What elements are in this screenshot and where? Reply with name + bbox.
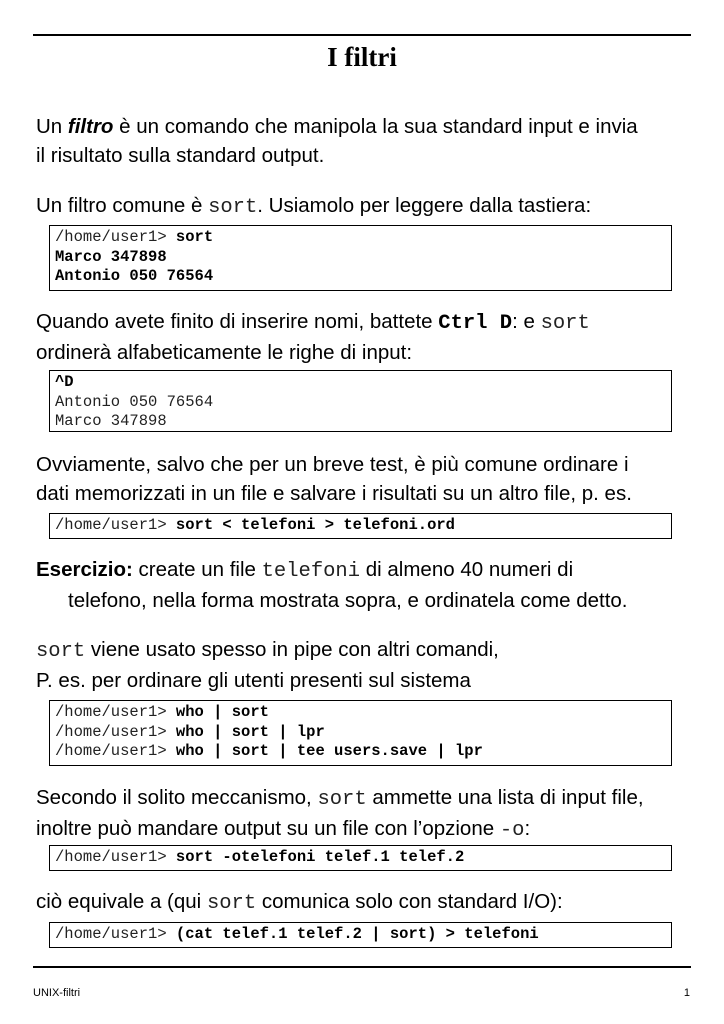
intro-paragraph: Un filtro è un comando che manipola la sua standard input e invia il risultato sulla standard output. xyxy=(36,115,638,167)
filter-term: filtro xyxy=(67,115,114,138)
top-rule xyxy=(33,34,691,36)
exercise-label: Esercizio: xyxy=(36,558,133,581)
exercise-paragraph: Esercizio: create un file telefoni di almeno 40 numeri di telefono, nella forma mostrata sopra, e ordinatela come detto. xyxy=(36,558,628,612)
code-box-sort-file: /home/user1> sort < telefoni > telefoni.ord xyxy=(49,513,672,539)
footer-title: UNIX-filtri xyxy=(33,987,81,999)
pipe-paragraph: sort viene usato spesso in pipe con altri comandi, P. es. per ordinare gli utenti presenti sul sistema xyxy=(36,638,499,692)
code-box-cat-sort: /home/user1> (cat telef.1 telef.2 | sort) > telefoni xyxy=(49,922,672,948)
code-box-sorted-output: ^D Antonio 050 76564 Marco 347898 xyxy=(49,370,672,432)
ctrl-d-paragraph: Quando avete finito di inserire nomi, battete Ctrl D: e sort ordinerà alfabeticamente le righe di input: xyxy=(36,310,590,364)
page-title: I filtri xyxy=(327,42,397,72)
file-sort-paragraph: Ovviamente, salvo che per un breve test, è più comune ordinare i dati memorizzati in un file e salvare i risultati su un altro file, p. es. xyxy=(36,453,632,505)
equivalence-paragraph: ciò equivale a (qui sort comunica solo con standard I/O): xyxy=(36,890,563,915)
sort-intro-paragraph: Un filtro comune è sort. Usiamolo per leggere dalla tastiera: xyxy=(36,194,592,219)
code-box-keyboard-sort: /home/user1> sort Marco 347898 Antonio 050 76564 xyxy=(49,225,672,291)
option-paragraph: Secondo il solito meccanismo, sort ammette una lista di input file, inoltre può mandare output su un file con l’opzione -o: xyxy=(36,786,644,842)
code-box-sort-option: /home/user1> sort -otelefoni telef.1 telef.2 xyxy=(49,845,672,871)
code-box-pipes: /home/user1> who | sort /home/user1> who | sort | lpr /home/user1> who | sort | tee users.save | lpr xyxy=(49,700,672,766)
page-number: 1 xyxy=(683,987,690,999)
inline-code: sort xyxy=(208,196,258,219)
ctrl-d-keys: Ctrl D xyxy=(438,312,513,335)
bottom-rule xyxy=(33,966,691,968)
